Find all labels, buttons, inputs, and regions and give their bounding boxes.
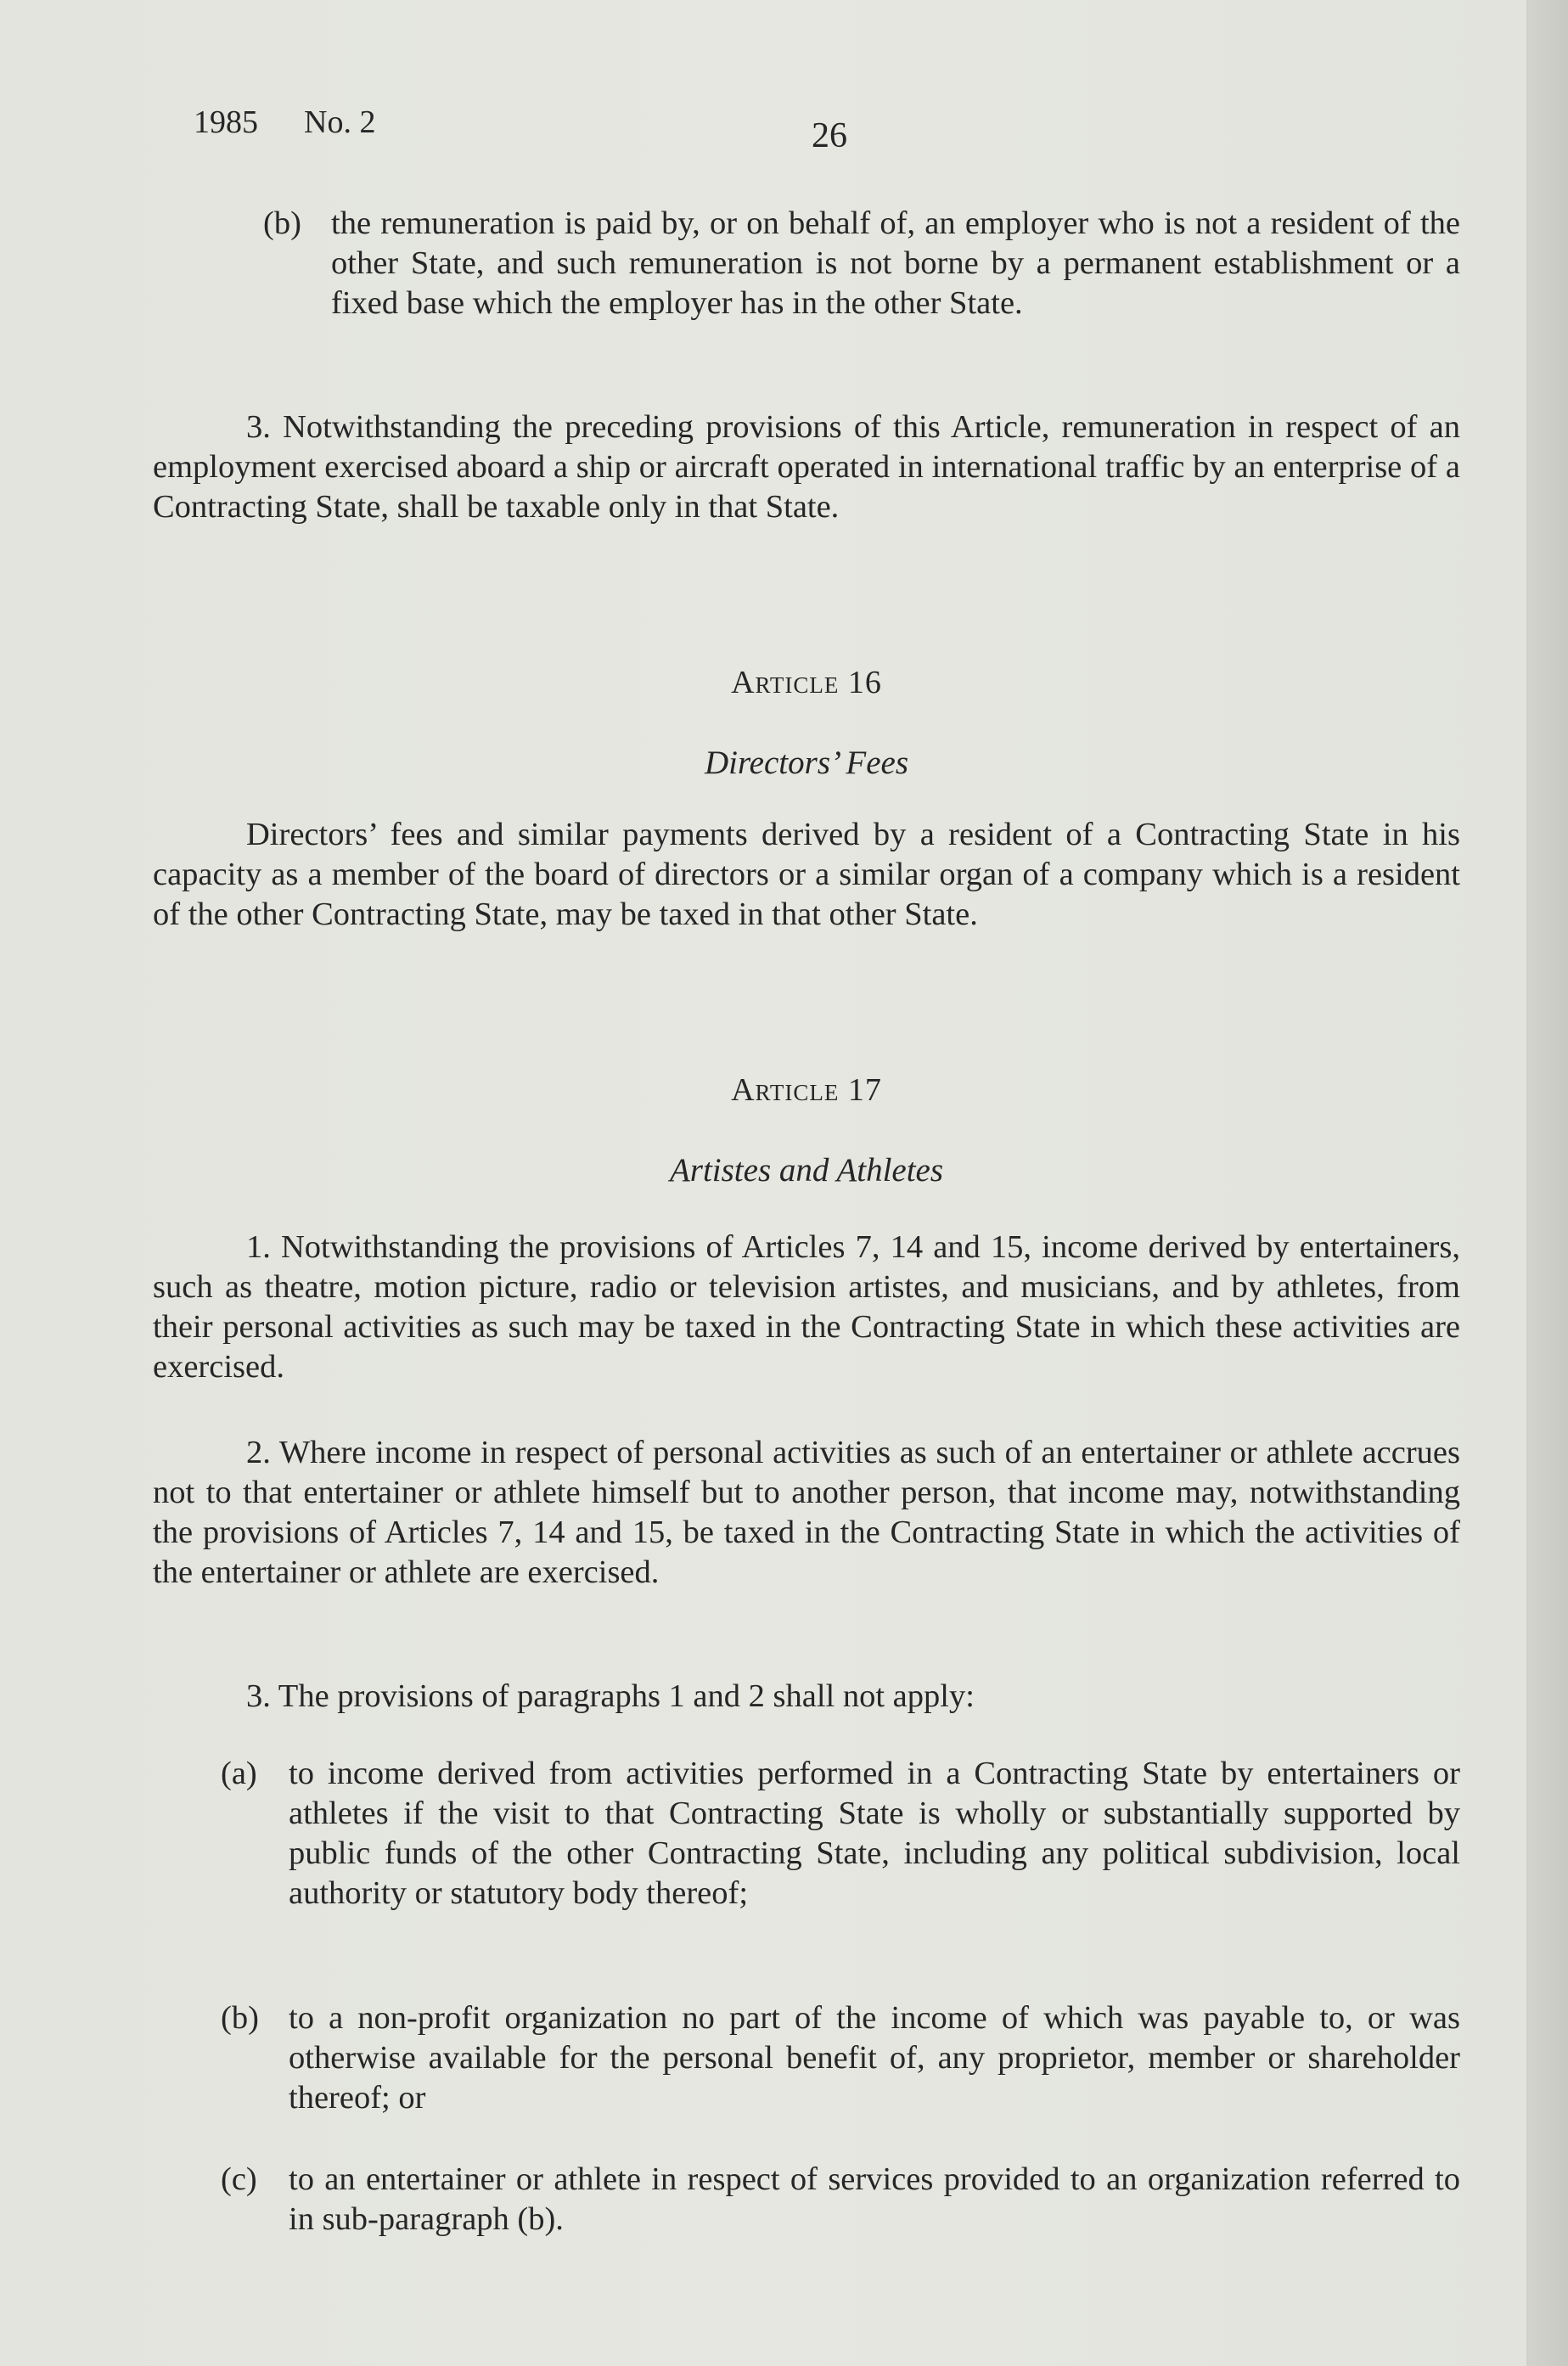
item-label: (c) — [221, 2161, 257, 2197]
article-17-paragraph-3: 3. The provisions of paragraphs 1 and 2 shall not apply: — [246, 1678, 975, 1714]
sub-paragraph-a — [221, 1754, 1460, 1914]
article-17-title: Artistes and Athletes — [669, 1152, 944, 1189]
sub-paragraph-c — [221, 2160, 1460, 2240]
page-number: 26 — [812, 116, 847, 155]
sub-paragraph-b — [221, 1998, 1460, 2118]
article-16-title: Directors’ Fees — [704, 745, 909, 781]
article-17-paragraph-1: 1. Notwithstanding the provisions of Articles 7, 14 and 15, income derived by entertainers, such as theatre, motion picture, radio or television artistes, and musicians, and by athletes, from their personal activities as such may be taxed in the Contracting State in which these activities are exercised. — [153, 1229, 1460, 1385]
header-year: 1985 — [194, 104, 258, 140]
article-17-heading: Article 17 — [731, 1072, 882, 1108]
paragraph-3-remuneration: 3. Notwithstanding the preceding provisions of this Article, remuneration in respect of an employment exercised aboard a ship or aircraft operated in international traffic by an enterprise of a Contracting State, shall be taxable only in that State. — [153, 409, 1460, 525]
header-number: No. 2 — [304, 104, 376, 140]
article-17-paragraph-2: 2. Where income in respect of personal activities as such of an entertainer or athlete accrues not to that entertainer or athlete himself but to another person, that income may, notwithstanding the provisions of Articles 7, 14 and 15, be taxed in the Contracting State in which the activities of the entertainer or athlete are exercised. — [153, 1435, 1460, 1590]
item-label: (b) — [221, 2000, 259, 2036]
article-16-paragraph: Directors’ fees and similar payments derived by a resident of a Contracting State in his capacity as a member of the board of directors or a similar organ of a company which is a resident of the other Contracting State, may be taxed in that other State. — [153, 817, 1460, 932]
item-text: to income derived from activities performed in a Contracting State by entertainers or athletes if the visit to that Contracting State is wholly or substantially supported by public funds of the other Contracting State, including any political subdivision, local authority or statutory body thereof; — [289, 1756, 1460, 1911]
item-text: to a non-profit organization no part of the income of which was payable to, or was otherwise available for the personal benefit of, any proprietor, member or shareholder thereof; or — [289, 2000, 1460, 2116]
item-label: (a) — [221, 1756, 257, 1791]
article-16-heading: Article 16 — [731, 665, 882, 700]
item-text: the remuneration is paid by, or on behalf of, an employer who is not a resident of the other State, and such remuneration is not borne by a permanent establishment or a fixed base which the employer has in the other State. — [331, 205, 1460, 321]
item-text: to an entertainer or athlete in respect of services provided to an organization referred to in sub-paragraph (b). — [289, 2161, 1460, 2237]
page-edge-shadow — [1526, 0, 1568, 2366]
item-label: (b) — [263, 205, 301, 241]
sub-paragraph-b-remuneration — [263, 204, 1460, 323]
